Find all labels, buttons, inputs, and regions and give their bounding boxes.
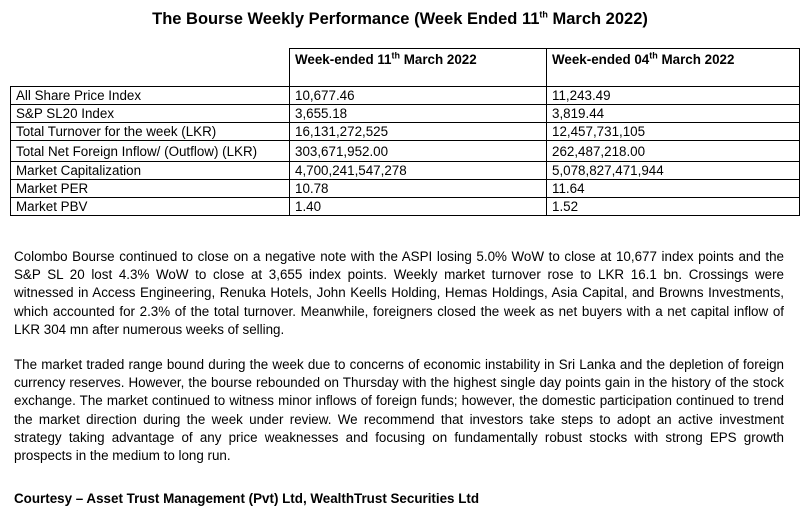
row-label: Total Net Foreign Inflow/ (Outflow) (LKR)	[11, 141, 290, 162]
current-week-value: 10.78	[290, 180, 547, 198]
header-current-suffix: March 2022	[400, 52, 477, 67]
header-current-prefix: Week-ended 11	[295, 52, 392, 67]
courtesy-note: Courtesy – Asset Trust Management (Pvt) Ltd, WealthTrust Securities Ltd	[14, 491, 480, 506]
row-label: All Share Price Index	[11, 87, 290, 105]
performance-table	[10, 48, 800, 216]
table-row	[11, 198, 800, 216]
row-label: S&P SL20 Index	[11, 105, 290, 123]
table-corner-cell	[11, 49, 290, 87]
row-label: Total Turnover for the week (LKR)	[11, 123, 290, 141]
title-superscript: th	[539, 9, 548, 20]
row-label: Market Capitalization	[11, 162, 290, 180]
title-prefix: The Bourse Weekly Performance (Week Ended 11	[152, 10, 540, 28]
table-row	[11, 162, 800, 180]
current-week-value: 3,655.18	[290, 105, 547, 123]
previous-week-value: 262,487,218.00	[547, 141, 800, 162]
current-week-value: 10,677.46	[290, 87, 547, 105]
previous-week-value: 5,078,827,471,944	[547, 162, 800, 180]
title-suffix: March 2022)	[547, 10, 648, 28]
current-week-value: 4,700,241,547,278	[290, 162, 547, 180]
current-week-value: 16,131,272,525	[290, 123, 547, 141]
table-header-row	[11, 49, 800, 87]
previous-week-value: 11.64	[547, 180, 800, 198]
market-outlook-paragraph: The market traded range bound during the week due to concerns of economic instability in Sri Lanka and the depletion of foreign currency reserves. However, the bourse rebounded on Thursday with the highest single day points gain in the history of the stock exchange. The market continued to witness minor inflows of foreign funds; however, the domestic participation continued to trend the market direction during the week under review. We recommend that investors take steps to adopt an active investment strategy taking advantage of any price weaknesses and focusing on fundamentally robust stocks with strong EPS growth prospects in the medium to long run.	[14, 357, 784, 464]
market-summary-paragraph: Colombo Bourse continued to close on a negative note with the ASPI losing 5.0% WoW to close at 10,677 index points and the S&P SL 20 lost 4.3% WoW to close at 3,655 index points. Weekly market turnover rose to LKR 16.1 bn. Crossings were witnessed in Access Engineering, Renuka Hotels, John Keells Holding, Hemas Holdings, Asia Capital, and Browns Investments, which accounted for 2.3% of the total turnover. Meanwhile, foreigners closed the week as net buyers with a net capital inflow of LKR 304 mn after numerous weeks of selling.	[14, 249, 784, 337]
table-row	[11, 123, 800, 141]
header-previous-suffix: March 2022	[657, 52, 735, 67]
row-label: Market PER	[11, 180, 290, 198]
header-previous-prefix: Week-ended 04	[552, 52, 650, 67]
column-header-previous-week	[547, 49, 800, 87]
table-row	[11, 141, 800, 162]
previous-week-value: 3,819.44	[547, 105, 800, 123]
header-previous-superscript: th	[649, 50, 658, 61]
row-label: Market PBV	[11, 198, 290, 216]
current-week-value: 1.40	[290, 198, 547, 216]
previous-week-value: 12,457,731,105	[547, 123, 800, 141]
table-row	[11, 180, 800, 198]
header-current-superscript: th	[391, 50, 401, 61]
previous-week-value: 11,243.49	[547, 87, 800, 105]
table-row	[11, 105, 800, 123]
column-header-current-week	[290, 49, 547, 87]
page-title	[0, 8, 800, 30]
current-week-value: 303,671,952.00	[290, 141, 547, 162]
previous-week-value: 1.52	[547, 198, 800, 216]
table-row	[11, 87, 800, 105]
